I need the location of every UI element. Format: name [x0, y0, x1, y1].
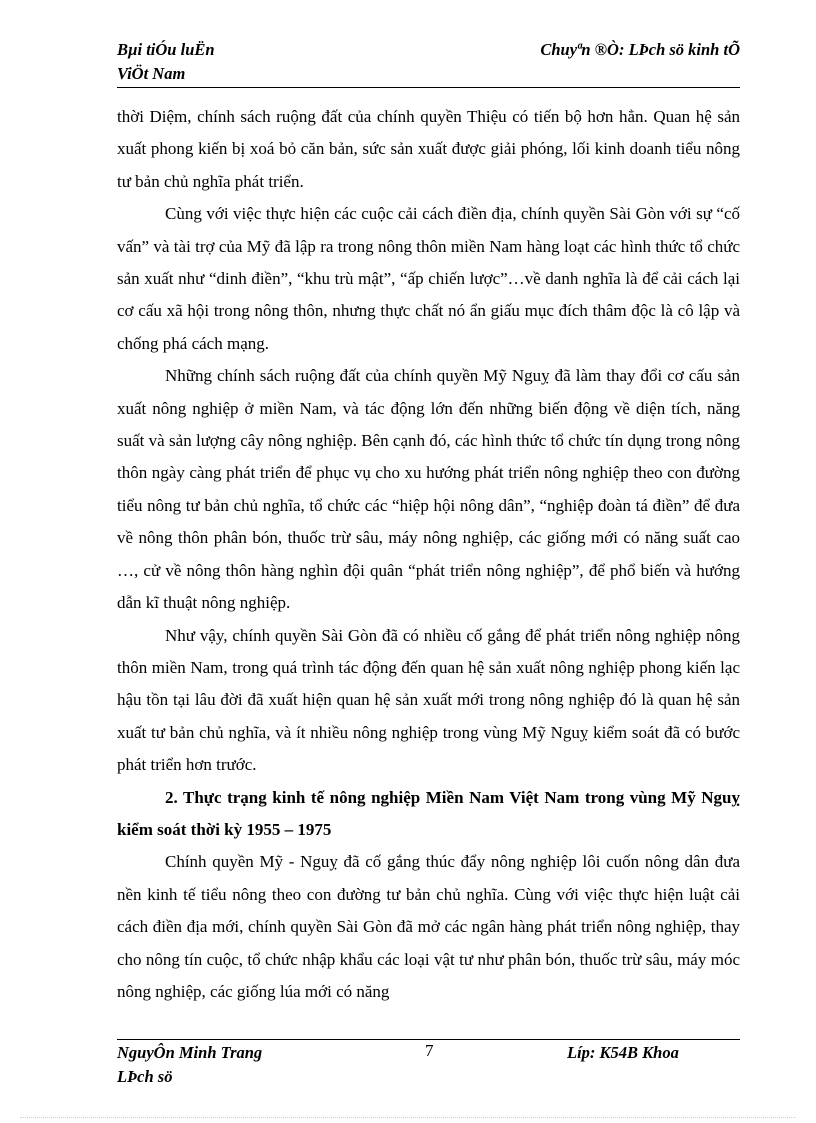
header-rule	[117, 87, 740, 88]
footer-left-line1: NguyÔn Minh Trang	[117, 1043, 263, 1062]
paragraph-4: Như vậy, chính quyền Sài Gòn đã có nhiều cố gắng để phát triển nông nghiệp nông thôn miền Nam, trong quá trình tác động đến quan hệ sản xuất nông nghiệp phong kiến lạc hậu tồn tại lâu đời đã xuất hiện quan hệ sản xuất mới trong nông nghiệp đó là quan hệ sản xuất tư bản chủ nghĩa, và ít nhiều nông nghiệp trong vùng Mỹ Nguỵ kiểm soát đã có bước phát triển hơn trước.	[117, 625, 740, 775]
header-right: Chuyªn ®Ò: LÞch sö kinh tÕ	[540, 40, 740, 59]
section-heading: 2. Thực trạng kinh tế nông nghiệp Miền Nam Việt Nam trong vùng Mỹ Nguỵ kiểm soát thời kỳ 1955 – 1975	[117, 787, 740, 839]
paragraph-5: Chính quyền Mỹ - Nguỵ đã cố gắng thúc đẩy nông nghiệp lôi cuốn nông dân đưa nền kinh tế tiểu nông theo con đường tư bản chủ nghĩa. Cùng với việc thực hiện luật cải cách điền địa mới, chính quyền Sài Gòn đã mở các ngân hàng phát triển nông nghiệp, thay cho nông tín cuộc, tổ chức nhập khẩu các loại vật tư như phân bón, thuốc trừ sâu, máy móc nông nghiệp, các giống lúa mới có năng	[117, 852, 740, 1001]
document-body	[117, 101, 740, 1008]
header-left	[117, 38, 215, 86]
page-number: 7	[425, 1041, 434, 1060]
header-left-line1: Bµi tiÓu luËn	[117, 40, 215, 59]
footer-left-line2: LÞch sö	[117, 1067, 173, 1086]
header-left-line2: ViÖt Nam	[117, 64, 186, 83]
paragraph-3: Những chính sách ruộng đất của chính quyền Mỹ Nguỵ đã làm thay đổi cơ cấu sản xuất nông nghiệp ở miền Nam, và tác động lớn đến những biến động về diện tích, năng suất và sản lượng cây nông nghiệp. Bên cạnh đó, các hình thức tổ chức tín dụng trong nông thôn ngày càng phát triển để phục vụ cho xu hướng phát triển nông nghiệp theo con đường tiểu nông tư bản chủ nghĩa, tổ chức các “hiệp hội nông dân”, “nghiệp đoàn tá điền” để đưa về nông thôn phân bón, thuốc trừ sâu, máy nông nghiệp, các giống mới có năng suất cao …, cử về nông thôn hàng nghìn đội quân “phát triển nông nghiệp”, để phổ biến và hướng dẫn kĩ thuật nông nghiệp.	[117, 366, 740, 613]
page-bottom-dotted-edge	[20, 1117, 796, 1118]
paragraph-2: Cùng với việc thực hiện các cuộc cải cách điền địa, chính quyền Sài Gòn với sự “cố vấn” và tài trợ của Mỹ đã lập ra trong nông thôn miền Nam hàng loạt các hình thức tổ chức sản xuất như “dinh điền”, “khu trù mật”, “ấp chiến lược”…về danh nghĩa là để cải cách lại cơ cấu xã hội trong nông thôn, nhưng thực chất nó ẩn giấu mục đích thâm độc là cô lập và chống phá cách mạng.	[117, 204, 740, 353]
footer-right: Líp: K54B Khoa	[567, 1043, 679, 1062]
footer-left	[117, 1041, 262, 1089]
page-footer	[117, 1041, 740, 1091]
paragraph-1: thời Diệm, chính sách ruộng đất của chính quyền Thiệu có tiến bộ hơn hẳn. Quan hệ sản xuất phong kiến bị xoá bỏ căn bản, sức sản xuất được giải phóng, lối kinh doanh tiểu nông tư bản chủ nghĩa phát triển.	[117, 107, 740, 191]
page-header	[117, 38, 740, 88]
